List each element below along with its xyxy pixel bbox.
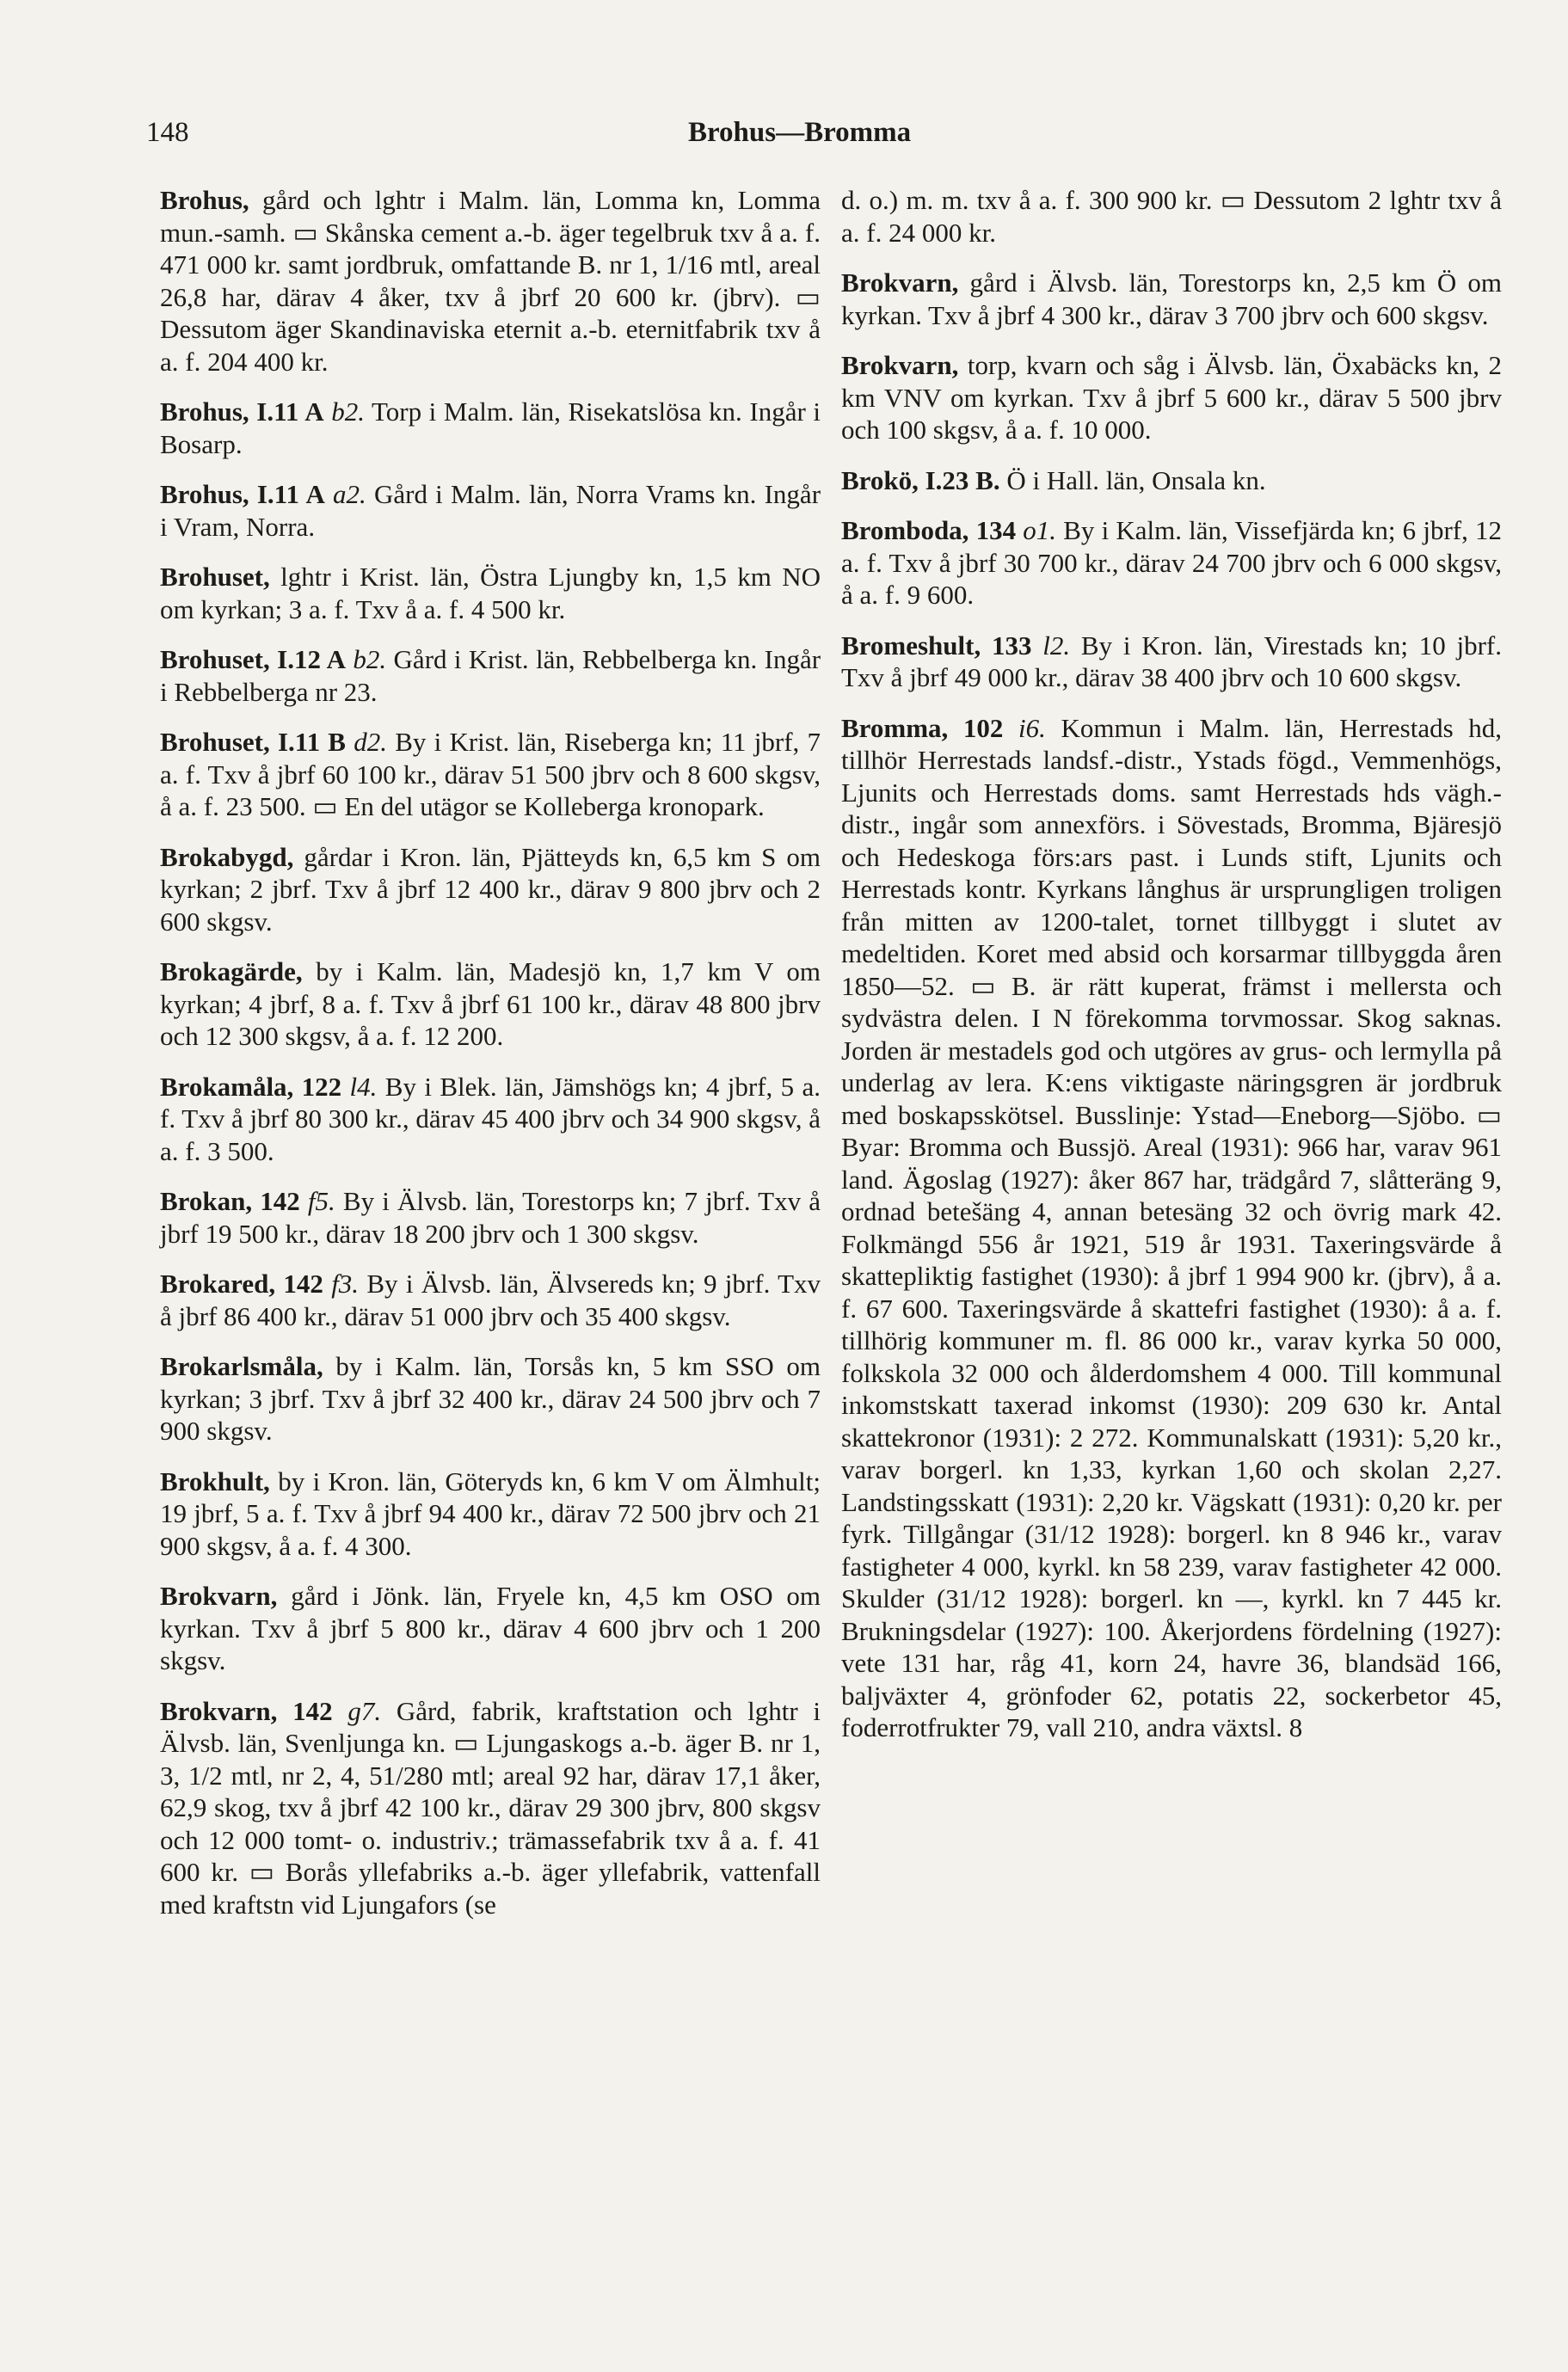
entry-headword: Brokabygd, bbox=[160, 841, 294, 872]
entry-text: Ö i Hall. län, Onsala kn. bbox=[1006, 464, 1266, 495]
entry-headword: Bromboda, 134 bbox=[841, 515, 1017, 545]
entry-map-reference: f3. bbox=[331, 1269, 360, 1299]
page-number: 148 bbox=[146, 117, 189, 148]
entry-headword: Brokarlsmåla, bbox=[160, 1351, 323, 1381]
entry-headword: Brokvarn, 142 bbox=[160, 1695, 333, 1726]
entry-headword: Brokvarn, bbox=[841, 350, 959, 380]
dictionary-entry bbox=[160, 1350, 821, 1447]
dictionary-entry bbox=[160, 841, 821, 938]
entry-headword: Brokared, 142 bbox=[160, 1269, 323, 1299]
dictionary-entry bbox=[160, 1580, 821, 1677]
entry-headword: Brohus, I.11 A bbox=[160, 479, 325, 509]
dictionary-entry bbox=[841, 630, 1502, 694]
entry-text: By i Kron. län, Virestads kn; 10 jbrf. Txv å jbrf 49 000 kr., därav 38 400 jbrv och 10 600 skgsv. bbox=[841, 630, 1502, 692]
entry-headword: Brokamåla, 122 bbox=[160, 1071, 342, 1102]
entry-headword: Brokö, I.23 B. bbox=[841, 464, 1000, 495]
entry-headword: Brokhult, bbox=[160, 1466, 270, 1496]
dictionary-entry bbox=[160, 561, 821, 625]
dictionary-entry bbox=[841, 184, 1502, 249]
entry-map-reference: l4. bbox=[349, 1071, 378, 1102]
dictionary-entry bbox=[160, 396, 821, 460]
entry-text: d. o.) m. m. txv å a. f. 300 900 kr. ▭ Dessutom 2 lghtr txv å a. f. 24 000 kr. bbox=[841, 185, 1502, 248]
entry-text: gård och lghtr i Malm. län, Lomma kn, Lomma mun.-samh. ▭ Skånska cement a.-b. äger tegelbruk txv å a. f. 471 000 kr. samt jordbruk, omfattande B. nr 1, 1/16 mtl, areal 26,8 har, därav 4 åker, txv å jbrf 20 600 kr. (jbrv). ▭ Dessutom äger Skandinaviska eternit a.-b. eternitfabrik txv å a. f. 204 400 kr. bbox=[160, 185, 821, 377]
entry-text: By i Blek. län, Jämshögs kn; 4 jbrf, 5 a. f. Txv å jbrf 80 300 kr., därav 45 400 jbrv och 34 900 skgsv, å a. f. 3 500. bbox=[160, 1071, 821, 1166]
dictionary-entry bbox=[160, 726, 821, 823]
dictionary-entry bbox=[160, 956, 821, 1053]
dictionary-entry bbox=[160, 184, 821, 378]
entry-headword: Brokagärde, bbox=[160, 956, 303, 986]
entry-map-reference: b2. bbox=[331, 396, 365, 427]
dictionary-entry bbox=[841, 514, 1502, 611]
entry-text: gård i Älvsb. län, Torestorps kn, 2,5 km Ö om kyrkan. Txv å jbrf 4 300 kr., därav 3 700 jbrv och 600 skgsv. bbox=[841, 267, 1502, 330]
entry-text: by i Kalm. län, Madesjö kn, 1,7 km V om kyrkan; 4 jbrf, 8 a. f. Txv å jbrf 61 100 kr., därav 48 800 jbrv och 12 300 skgsv, å a. f. 12 200. bbox=[160, 956, 821, 1051]
dictionary-entry bbox=[160, 643, 821, 708]
entry-text: by i Kalm. län, Torsås kn, 5 km SSO om kyrkan; 3 jbrf. Txv å jbrf 32 400 kr., därav 24 500 jbrv och 7 900 skgsv. bbox=[160, 1351, 821, 1446]
dictionary-entry bbox=[160, 478, 821, 543]
entry-headword: Brohuset, bbox=[160, 562, 270, 592]
entry-text: Kommun i Malm. län, Herrestads hd, tillhör Herrestads landsf.-distr., Ystads fögd., Vemmenhögs, Ljunits och Herrestads doms. samt Herrestads hds vägh.-distr., ingår som annexförs. i Sövestads, Bromma, Bjäresjö och Hedeskoga förs:ars past. i Lunds stift, Ljunits och Herrestads kontr. Kyrkans långhus är ursprungligen troligen från mitten av 1200-talet, tornet tillbyggt i slutet av medeltiden. Koret med absid och korsarmar tillbyggda åren 1850—52. ▭ B. är rätt kuperat, främst i mellersta och sydvästra delen. I N förekomma torvmossar. Skog saknas. Jorden är mestadels god och utgöres av grus- och lermylla på underlag av lera. K:ens viktigaste näringsgren är jordbruk med boskapsskötsel. Busslinje: Ystad—Eneborg—Sjöbo. ▭ Byar: Bromma och Bussjö. Areal (1931): 966 har, varav 961 land. Ägoslag (1927): åker 867 har, trädgård 7, slåtteräng 9, ordnad betešäng 4, annan betesäng 32 och övrig mark 42. Folkmängd 556 år 1921, 519 år 1931. Taxeringsvärde å skattepliktig fastighet (1930): å jbrf 1 994 900 kr. (jbrv), å a. f. 67 600. Taxeringsvärde å skattefri fastighet (1930): å a. f. tillhörig kommuner m. fl. 86 000 kr., varav kyrka 50 000, folkskola 32 000 och ålderdomshem 4 000. Till kommunal inkomstskatt taxerad inkomst (1930): 209 630 kr. Antal skattekronor (1931): 2 272. Kommunalskatt (1931): 5,20 kr., varav borgerl. kn 1,33, kyrkan 1,60 och skolan 2,27. Landstingsskatt (1931): 2,20 kr. Vägskatt (1931): 0,20 kr. per fyrk. Tillgångar (31/12 1928): borgerl. kn 8 946 kr., varav fastigheter 4 000, kyrkl. kn 58 239, varav fastigheter 42 000. Skulder (31/12 1928): borgerl. kn —, kyrkl. kn 7 445 kr. Brukningsdelar (1927): 100. Åkerjordens fördelning (1927): vete 131 har, råg 41, korn 24, havre 36, blandsäd 166, baljväxter 4, grönfoder 62, potatis 22, sockerbetor 45, foderrotfrukter 79, vall 210, andra växtsl. 8 bbox=[841, 712, 1503, 1742]
entry-text: Gård i Krist. län, Rebbelberga kn. Ingår i Rebbelberga nr 23. bbox=[160, 644, 821, 707]
dictionary-entry bbox=[841, 712, 1502, 1744]
dictionary-entry bbox=[160, 1695, 821, 1921]
entry-text: by i Kron. län, Göteryds kn, 6 km V om Älmhult; 19 jbrf, 5 a. f. Txv å jbrf 94 400 kr., därav 72 500 jbrv och 21 900 skgsv, å a. f. 4 300. bbox=[160, 1466, 821, 1561]
right-column bbox=[841, 184, 1502, 1762]
dictionary-entry bbox=[841, 464, 1502, 497]
entry-text: torp, kvarn och såg i Älvsb. län, Öxabäcks kn, 2 km VNV om kyrkan. Txv å jbrf 5 600 kr., därav 5 500 jbrv och 100 skgsv, å a. f. 10 000. bbox=[841, 350, 1502, 445]
dictionary-entry bbox=[160, 1466, 821, 1563]
entry-headword: Brohus, I.11 A bbox=[160, 396, 324, 427]
dictionary-entry bbox=[160, 1071, 821, 1168]
entry-map-reference: o1. bbox=[1023, 515, 1057, 545]
entry-map-reference: f5. bbox=[307, 1186, 335, 1216]
entry-text: By i Krist. län, Riseberga kn; 11 jbrf, 7 a. f. Txv å jbrf 60 100 kr., därav 51 500 jbrv och 8 600 skgsv, å a. f. 23 500. ▭ En del utägor se Kolleberga kronopark. bbox=[160, 727, 821, 821]
entry-headword: Brokan, 142 bbox=[160, 1186, 300, 1216]
entry-text: By i Älvsb. län, Torestorps kn; 7 jbrf. Txv å jbrf 19 500 kr., därav 18 200 jbrv och 1 300 skgsv. bbox=[160, 1186, 821, 1249]
entry-headword: Brokvarn, bbox=[841, 267, 959, 298]
dictionary-entry bbox=[841, 349, 1502, 446]
running-head: Brohus—Bromma bbox=[688, 117, 912, 148]
entry-headword: Bromma, 102 bbox=[841, 712, 1004, 743]
entry-text: lghtr i Krist. län, Östra Ljungby kn, 1,5 km NO om kyrkan; 3 a. f. Txv å a. f. 4 500 kr. bbox=[160, 562, 821, 624]
entry-text: By i Kalm. län, Vissefjärda kn; 6 jbrf, 12 a. f. Txv å jbrf 30 700 kr., därav 24 700 jbrv och 6 000 skgsv, å a. f. 9 600. bbox=[841, 515, 1503, 610]
entry-text: Gård i Malm. län, Norra Vrams kn. Ingår i Vram, Norra. bbox=[160, 479, 821, 542]
dictionary-entry bbox=[160, 1268, 821, 1332]
entry-text: Gård, fabrik, kraftstation och lghtr i Älvsb. län, Svenljunga kn. ▭ Ljungaskogs a.-b. äger B. nr 1, 3, 1/2 mtl, nr 2, 4, 51/280 mtl; areal 92 har, därav 17,1 åker, 62,9 skog, txv å jbrf 42 100 kr., därav 29 300 jbrv, 800 skgsv och 12 000 tomt- o. industriv.; trämassefabrik txv å a. f. 41 600 kr. ▭ Borås yllefabriks a.-b. äger yllefabrik, vattenfall med kraftstn vid Ljungafors (se bbox=[160, 1695, 821, 1920]
entry-headword: Brohuset, I.11 B bbox=[160, 727, 346, 757]
dictionary-entry bbox=[160, 1185, 821, 1250]
entry-headword: Bromeshult, 133 bbox=[841, 630, 1032, 661]
entry-text: gårdar i Kron. län, Pjätteyds kn, 6,5 km S om kyrkan; 2 jbrf. Txv å jbrf 12 400 kr., därav 9 800 jbrv och 2 600 skgsv. bbox=[160, 841, 821, 937]
left-column bbox=[160, 184, 821, 1939]
entry-text: By i Älvsb. län, Älvsereds kn; 9 jbrf. Txv å jbrf 86 400 kr., därav 51 000 jbrv och 35 400 skgsv. bbox=[160, 1269, 821, 1331]
entry-map-reference: g7. bbox=[347, 1695, 382, 1726]
entry-map-reference: l2. bbox=[1042, 630, 1071, 661]
entry-map-reference: b2. bbox=[353, 644, 387, 674]
entry-text: gård i Jönk. län, Fryele kn, 4,5 km OSO om kyrkan. Txv å jbrf 5 800 kr., därav 4 600 jbrv och 1 200 skgsv. bbox=[160, 1581, 821, 1675]
entry-headword: Brohuset, I.12 A bbox=[160, 644, 347, 674]
dictionary-entry bbox=[841, 267, 1502, 331]
entry-map-reference: i6. bbox=[1018, 712, 1046, 743]
entry-headword: Brokvarn, bbox=[160, 1581, 278, 1611]
entry-map-reference: d2. bbox=[354, 727, 387, 757]
entry-headword: Brohus, bbox=[160, 185, 249, 215]
page-header bbox=[146, 117, 1411, 169]
entry-map-reference: a2. bbox=[333, 479, 366, 509]
entry-text: Torp i Malm. län, Risekatslösa kn. Ingår i Bosarp. bbox=[160, 396, 821, 459]
